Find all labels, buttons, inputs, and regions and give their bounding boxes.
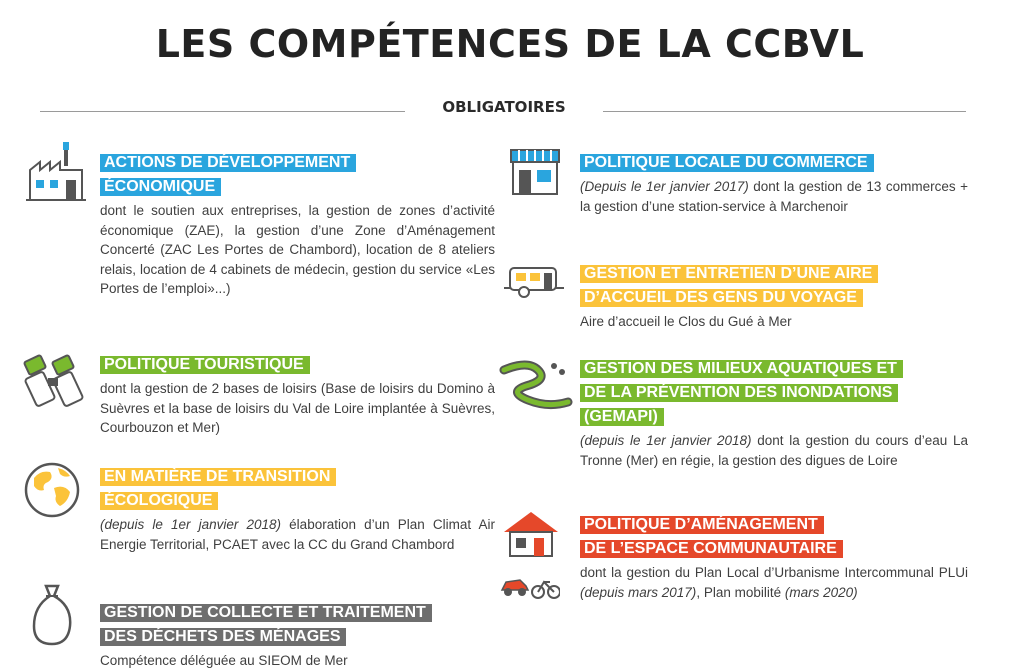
heading-line: ACTIONS DE DÉVELOPPEMENT (100, 154, 356, 172)
date-note: (Depuis le 1er janvier 2017) (580, 179, 749, 194)
section-ecologique (100, 465, 495, 554)
section-text (580, 177, 968, 216)
heading-line: POLITIQUE LOCALE DU COMMERCE (580, 154, 874, 172)
section-text: dont le soutien aux entreprises, la gestion de zones d’activité économique (ZAE), la gestion d’une Zone d’Aménagement Concerté (ZAC Les Portes de Chambord), location de 8 ateliers relais, location de 4 cabinets de médecin, gestion du service «Les Portes de l’emploi»...) (100, 203, 495, 296)
section-text (580, 563, 968, 602)
divider-left (40, 111, 405, 112)
globe-icon (20, 458, 86, 522)
text-body: dont la gestion du Plan Local d’Urbanisme Intercommunal PLUi (580, 565, 968, 580)
heading-line: GESTION ET ENTRETIEN D’UNE AIRE (580, 265, 878, 283)
heading-line: D’ACCUEIL DES GENS DU VOYAGE (580, 289, 863, 307)
heading-line: ÉCONOMIQUE (100, 178, 221, 196)
garbage-bag-icon (24, 580, 84, 650)
date-note: (depuis le 1er janvier 2018) (100, 517, 282, 532)
car-bike-icon (500, 572, 560, 600)
section-subtitle: OBLIGATOIRES (442, 98, 566, 116)
heading-line: POLITIQUE TOURISTIQUE (100, 356, 310, 374)
house-icon (500, 508, 562, 560)
river-icon (498, 356, 574, 416)
section-amenagement (580, 513, 968, 602)
section-dechets (100, 601, 495, 671)
section-text: dont la gestion de 2 bases de loisirs (Base de loisirs du Domino à Suèvres et la base de loisirs du Val de Loire implantée à Suèvres, Courbouzon et Mer) (100, 381, 495, 435)
date-note: (depuis le 1er janvier 2018) (580, 433, 752, 448)
heading-line: ÉCOLOGIQUE (100, 492, 218, 510)
date-note: (mars 2020) (784, 584, 858, 600)
date-note: (depuis mars 2017) (580, 584, 697, 600)
caravan-icon (500, 262, 570, 302)
section-text: Compétence déléguée au SIEOM de Mer (100, 653, 348, 668)
heading-line: EN MATIÈRE DE TRANSITION (100, 468, 336, 486)
text-body: dont la gestion du cours d’eau La Tronne (Mer) en régie, la gestion des digues de Loire (580, 433, 968, 468)
factory-icon (22, 140, 92, 206)
heading-line: DE L’ESPACE COMMUNAUTAIRE (580, 540, 843, 558)
text-body: dont la gestion de 13 commerces + la gestion d’une station-service à Marchenoir (580, 179, 968, 214)
section-text: Aire d’accueil le Clos du Gué à Mer (580, 314, 792, 329)
section-text (100, 515, 495, 554)
heading-line: GESTION DE COLLECTE ET TRAITEMENT (100, 604, 432, 622)
shop-icon (505, 146, 565, 198)
section-economique (100, 151, 495, 299)
binoculars-icon (18, 352, 90, 412)
section-text (580, 431, 968, 470)
section-commerce (580, 151, 968, 216)
divider-right (603, 111, 966, 112)
heading-line: DES DÉCHETS DES MÉNAGES (100, 628, 346, 646)
section-touristique (100, 353, 495, 438)
heading-line: DE LA PRÉVENTION DES INONDATIONS (580, 384, 898, 402)
heading-line: (GEMAPI) (580, 408, 664, 426)
text-body: , Plan mobilité (696, 584, 785, 600)
page-title: LES COMPÉTENCES DE LA CCBVL (155, 22, 865, 66)
text-body: élaboration d’un Plan Climat Air Energie Territorial, PCAET avec la CC du Grand Chambord (100, 517, 495, 552)
section-gemapi (580, 357, 968, 470)
section-gens-du-voyage (580, 262, 968, 332)
heading-line: POLITIQUE D’AMÉNAGEMENT (580, 516, 824, 534)
heading-line: GESTION DES MILIEUX AQUATIQUES ET (580, 360, 903, 378)
